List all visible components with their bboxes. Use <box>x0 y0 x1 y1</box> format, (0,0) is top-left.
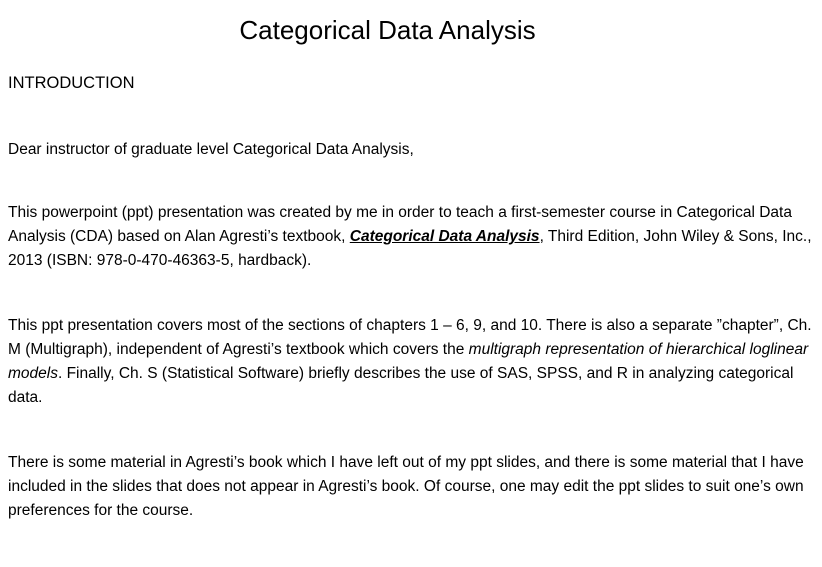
slide-title: Categorical Data Analysis <box>239 15 536 45</box>
section-heading: INTRODUCTION <box>8 74 135 92</box>
material-paragraph: There is some material in Agresti’s book which I have left out of my ppt slides, and there is some material that I have included in the slides that does not appear in Agresti’s book. Of course, one may edit the ppt slides to suit one’s own preferences for the course. <box>8 454 804 519</box>
coverage-text: This ppt presentation covers most of the sections of chapters 1 – 6, 9, and 10. There is also a separate ”chapter”, Ch. M (Multigraph), independent of Agresti’s textbook which covers the <box>8 317 812 358</box>
course-description-text-end: , Third Edition, John Wiley & Sons, Inc., 2013 (ISBN: 978-0-470-46363-5, hardback). <box>8 228 812 269</box>
course-description-text: This powerpoint (ppt) presentation was created by me in order to teach a first-semester course in Categorical Data Analysis (CDA) based on Alan Agresti’s textbook, <box>8 204 792 245</box>
course-description-paragraph <box>8 201 816 273</box>
coverage-paragraph <box>8 314 816 410</box>
textbook-title: Categorical Data Analysis <box>349 228 540 245</box>
multigraph-emphasis: multigraph representation of hierarchical loglinear models <box>8 341 809 382</box>
coverage-text-end: . Finally, Ch. S (Statistical Software) briefly describes the use of SAS, SPSS, and R in analyzing categorical data. <box>8 365 794 406</box>
greeting-paragraph: Dear instructor of graduate level Categorical Data Analysis, <box>8 141 414 158</box>
